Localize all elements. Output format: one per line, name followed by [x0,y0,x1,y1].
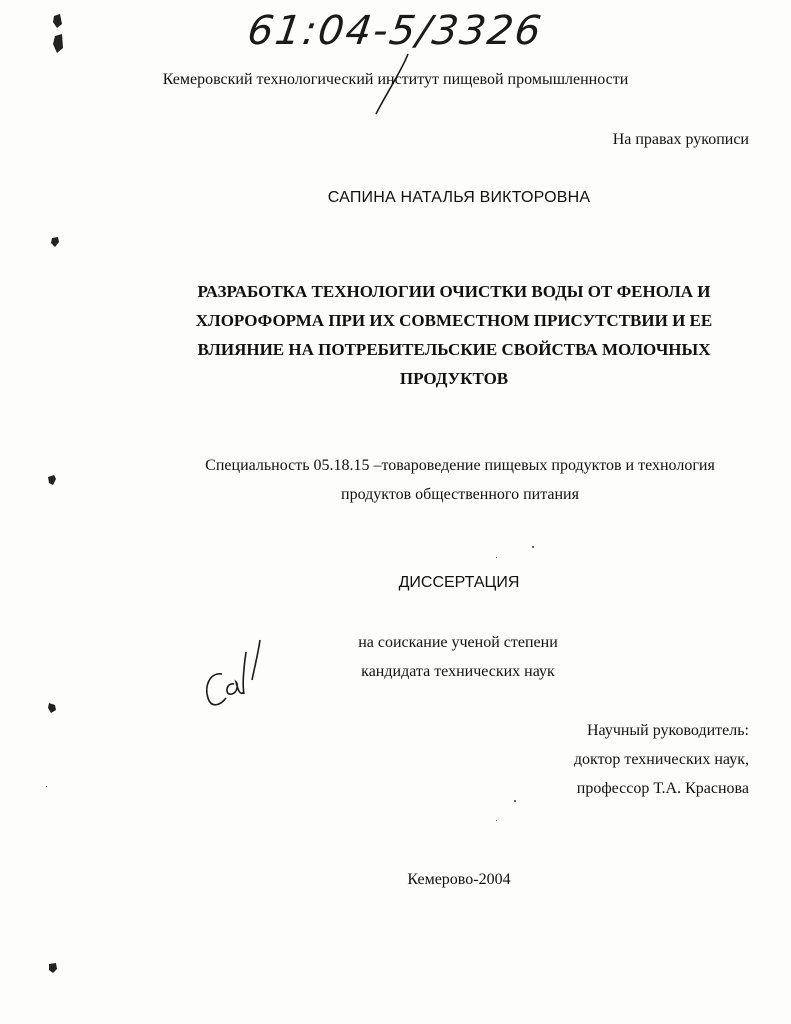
scan-speck [514,800,516,802]
title-line: ВЛИЯНИЕ НА ПОТРЕБИТЕЛЬСКИЕ СВОЙСТВА МОЛОЧНЫХ [197,340,711,359]
scan-speck [46,786,47,787]
handwritten-signature-mark [200,636,270,714]
binding-hole-mark [47,474,57,486]
dissertation-title [168,277,740,393]
scan-speck [496,820,497,821]
advisor-line: Научный руководитель: [586,722,749,739]
binding-hole-mark [47,702,57,714]
advisor-line: профессор Т.А. Краснова [576,780,749,797]
scan-speck [496,557,497,558]
advisor-line: доктор технических наук, [573,751,749,768]
title-line: ХЛОРОФОРМА ПРИ ИХ СОВМЕСТНОМ ПРИСУТСТВИИ И ЕЕ [195,311,713,330]
city-year: Кемерово-2004 [407,871,511,888]
title-line: РАЗРАБОТКА ТЕХНОЛОГИИ ОЧИСТКИ ВОДЫ ОТ ФЕНОЛА И [197,282,711,301]
institute-name: Кемеровский технологический институт пищевой промышленности [162,71,629,88]
binding-hole-mark [51,14,65,54]
specialty-line: Специальность 05.18.15 –товароведение пищевых продуктов и технология [205,457,715,474]
title-line: ПРОДУКТОВ [399,369,509,388]
rights-note: На правах рукописи [612,131,749,148]
binding-hole-mark [48,962,58,974]
handwritten-archive-number: 61:04-5/3326 [244,8,546,54]
scan-speck [532,546,534,548]
document-type: ДИССЕРТАЦИЯ [398,574,520,591]
degree-line: кандидата технических наук [361,663,555,680]
author-name: САПИНА НАТАЛЬЯ ВИКТОРОВНА [327,189,591,206]
specialty-line: продуктов общественного питания [341,486,579,503]
binding-hole-mark [50,236,60,248]
degree-line: на соискание ученой степени [358,634,558,651]
